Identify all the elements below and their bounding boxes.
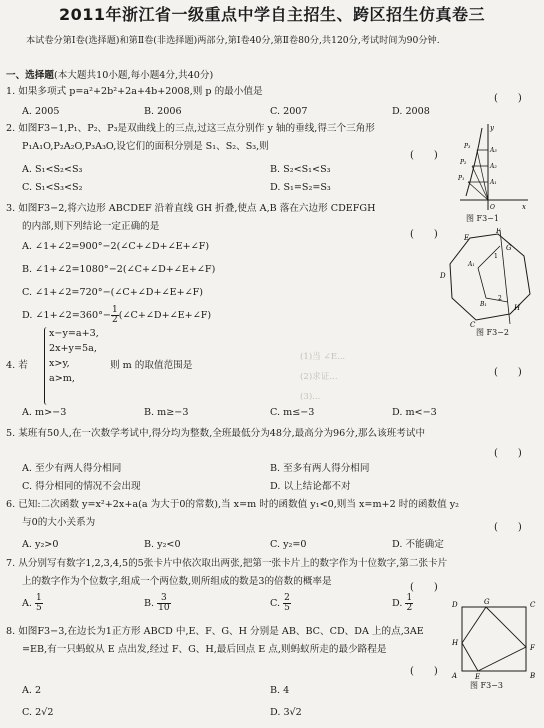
figure-f3-3-caption: 图 F3−3 [470, 681, 503, 690]
q7-option-b-prefix: B. [144, 598, 155, 609]
fig1-label-p3: P₃ [464, 143, 471, 150]
q3-answer-paren: ( ) [410, 229, 438, 240]
q4-eq-4: a>m, [49, 372, 75, 384]
exam-intro: 本试卷分第Ⅰ卷(选择题)和第Ⅱ卷(非选择题)两部分,第Ⅰ卷40分,第Ⅱ卷80分,共120分,考试时间为90分钟. [26, 35, 440, 46]
bleed-text-1: (1)当 ∠E... [300, 352, 346, 362]
fig1-label-x: x [522, 203, 526, 211]
q8-option-c: C. 2√2 [22, 707, 54, 718]
q7-option-c [270, 594, 291, 613]
q4-option-c: C. m≤−3 [270, 407, 315, 418]
q7-option-b [144, 594, 171, 613]
q6-option-a: A. y₂>0 [22, 539, 59, 550]
fig3-label-f: F [530, 644, 535, 652]
q7-option-b-den: 10 [158, 603, 170, 613]
q1-option-a: A. 2005 [22, 106, 60, 117]
q5-option-c: C. 得分相同的情况不会出现 [22, 481, 141, 492]
fig1-label-p2: P₂ [460, 159, 467, 166]
fig3-label-d: D [452, 601, 458, 609]
section-title: 一、选择题 [6, 70, 54, 81]
q3-option-d-fraction [111, 306, 119, 325]
fig2-label-c: C [470, 321, 476, 328]
fig2-label-1: 1 [494, 253, 498, 260]
fig2-label-g: G [506, 244, 512, 252]
q2-option-a: A. S₁<S₂<S₃ [22, 164, 83, 175]
q5-stem: 5. 某班有50人,在一次数学考试中,得分均为整数,全班最低分为48分,最高分为96分,那么该班考试中 [6, 428, 426, 439]
q4-option-d: D. m<−3 [392, 407, 437, 418]
fig1-label-a3: A₃ [490, 147, 497, 154]
q7-option-d [392, 594, 413, 613]
q8-option-a: A. 2 [22, 685, 42, 696]
q6-option-c: C. y₂=0 [270, 539, 307, 550]
q3-option-d-num: 1 [111, 305, 118, 315]
q3-option-b: B. ∠1+∠2=1080°−2(∠C+∠D+∠E+∠F) [22, 264, 216, 275]
fig2-label-e: E [464, 234, 470, 242]
q8-answer-paren: ( ) [410, 666, 438, 677]
q3-option-d-prefix: D. ∠1+∠2=360°− [22, 310, 111, 321]
fig3-label-h: H [452, 639, 459, 647]
fig2-label-a1: A₁ [468, 261, 475, 268]
q1-option-b: B. 2006 [144, 106, 182, 117]
q7-option-d-den: 2 [406, 603, 413, 613]
q6-option-d: D. 不能确定 [392, 539, 444, 550]
q7-option-a [22, 594, 43, 613]
q7-option-a-fraction [35, 594, 43, 613]
fig1-label-a2: A₂ [490, 163, 497, 170]
fig2-label-d: D [440, 272, 446, 280]
figure-f3-1 [458, 122, 530, 214]
fig3-label-b: B [530, 672, 536, 679]
q3-option-a: A. ∠1+∠2=900°−2(∠C+∠D+∠E+∠F) [22, 241, 210, 252]
q4-number: 4. 若 [6, 360, 28, 371]
q1-stem: 1. 如果多项式 p=a²+2b²+2a+4b+2008,则 p 的最小值是 [6, 86, 263, 97]
q2-option-b: B. S₂<S₁<S₃ [270, 164, 331, 175]
q6-line2: 与0的大小关系为 [22, 517, 96, 528]
q2-answer-paren: ( ) [410, 150, 438, 161]
q1-option-c: C. 2007 [270, 106, 308, 117]
q7-option-d-fraction [405, 594, 413, 613]
bleed-text-2: (2)求证... [300, 372, 338, 382]
q4-tail: 则 m 的取值范围是 [110, 360, 193, 371]
q3-option-c: C. ∠1+∠2=720°−(∠C+∠D+∠E+∠F) [22, 287, 204, 298]
q8-line2: =EB,有一只蚂蚁从 E 点出发,经过 F、G、H,最后回点 E 点,则蚂蚁所走的最少路程是 [22, 644, 387, 655]
q6-line1: 6. 已知:二次函数 y=x²+2x+a(a 为大于0的常数),当 x=m 时的函数值 y₁<0,则当 x=m+2 时的函数值 y₂ [6, 499, 460, 510]
q5-option-b: B. 至多有两人得分相同 [270, 463, 370, 474]
q7-option-d-prefix: D. [392, 598, 403, 609]
q7-option-c-fraction [283, 594, 291, 613]
q8-option-b: B. 4 [270, 685, 290, 696]
exam-title: 2011年浙江省一级重点中学自主招生、跨区招生仿真卷三 [58, 5, 486, 24]
q3-line2: 的内部,则下列结论一定正确的是 [22, 221, 160, 232]
fig2-label-h: H [514, 304, 521, 312]
q7-line2: 上的数字作为个位数字,组成一个两位数,则所组成的数是3的倍数的概率是 [22, 576, 332, 587]
q7-answer-paren: ( ) [410, 582, 438, 593]
q7-option-b-fraction [157, 594, 170, 613]
q2-option-c: C. S₁<S₃<S₂ [22, 182, 83, 193]
q3-option-d-suffix: (∠C+∠D+∠E+∠F) [118, 310, 212, 321]
q7-option-a-num: 1 [36, 593, 42, 603]
q5-answer-paren: ( ) [494, 448, 522, 459]
q2-line2: P₁A₁O,P₂A₂O,P₃A₃O,设它们的面积分别是 S₁、S₂、S₃,则 [22, 141, 269, 152]
fig1-label-o: O [490, 204, 495, 211]
q5-option-a: A. 至少有两人得分相同 [22, 463, 122, 474]
figure-f3-2 [438, 228, 542, 328]
q7-option-c-num: 2 [284, 593, 290, 603]
q4-eq-1: x−y=a+3, [49, 328, 99, 339]
q8-option-d: D. 3√2 [270, 707, 302, 718]
q7-option-b-num: 3 [157, 594, 170, 604]
q4-eq-3: x>y, [49, 357, 70, 369]
q7-option-c-den: 5 [284, 603, 290, 613]
q6-answer-paren: ( ) [494, 522, 522, 533]
figure-f3-2-caption: 图 F3−2 [476, 328, 509, 337]
fig3-label-e: E [475, 673, 481, 679]
figure-f3-3 [450, 597, 540, 679]
fig3-label-a: A [452, 672, 458, 679]
fig3-label-c: C [530, 601, 536, 609]
fig1-label-p1: P₁ [458, 175, 465, 182]
q1-answer-paren: ( ) [494, 93, 522, 104]
fig3-label-g: G [484, 598, 490, 606]
q2-line1: 2. 如图F3−1,P₁、P₂、P₃是双曲线上的三点,过这三点分别作 y 轴的垂线,得三个三角形 [6, 123, 375, 134]
fig2-label-2: 2 [498, 295, 502, 302]
q8-line1: 8. 如图F3−3,在边长为1正方形 ABCD 中,E、F、G、H 分别是 AB、BC、CD、DA 上的点,3AE [6, 626, 424, 637]
q7-option-d-num: 1 [406, 593, 413, 603]
fig1-label-y: y [490, 124, 494, 132]
section-heading [6, 70, 213, 82]
fig2-label-b1: B₁ [480, 301, 487, 308]
q5-option-d: D. 以上结论都不对 [270, 481, 351, 492]
fig1-label-a1: A₁ [490, 179, 497, 186]
q7-line1: 7. 从分别写有数字1,2,3,4,5的5张卡片中依次取出两张,把第一张卡片上的数字作为十位数字,第二张卡片 [6, 558, 448, 569]
q3-line1: 3. 如图F3−2,将六边形 ABCDEF 沿着直线 GH 折叠,使点 A,B 落在六边形 CDEFGH [6, 203, 376, 214]
q7-option-a-prefix: A. [22, 598, 32, 609]
q6-option-b: B. y₂<0 [144, 539, 181, 550]
q7-option-c-prefix: C. [270, 598, 281, 609]
section-note: (本大题共10小题,每小题4分,共40分) [53, 70, 214, 81]
q7-option-a-den: 5 [36, 603, 42, 613]
q4-eq-2: 2x+y=5a, [49, 342, 97, 354]
q2-option-d: D. S₁=S₂=S₃ [270, 182, 331, 193]
q4-equation-system [44, 327, 99, 405]
q4-option-b: B. m≥−3 [144, 407, 189, 418]
figure-f3-1-caption: 图 F3−1 [466, 214, 499, 223]
q3-option-d-den: 2 [111, 315, 118, 325]
q4-answer-paren: ( ) [494, 367, 522, 378]
q1-option-d: D. 2008 [392, 106, 430, 117]
bleed-text-3: (3)... [300, 392, 321, 402]
fig2-label-f: F [496, 228, 501, 235]
q4-option-a: A. m>−3 [22, 407, 67, 418]
q3-option-d [22, 306, 211, 325]
